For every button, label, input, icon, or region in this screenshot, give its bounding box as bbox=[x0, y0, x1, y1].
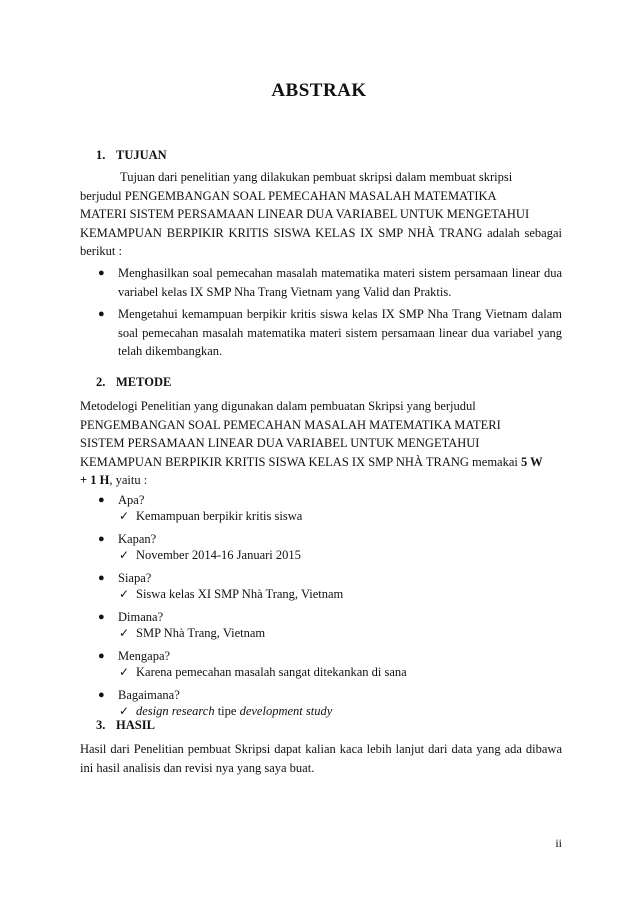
answer-line bbox=[96, 625, 407, 641]
metode-5w1h-list bbox=[96, 492, 407, 726]
answer-text: November 2014-16 Januari 2015 bbox=[136, 548, 301, 562]
answer-line bbox=[96, 664, 407, 680]
answer-italic-text: development study bbox=[239, 704, 333, 718]
answer-text: Karena pemecahan masalah sangat ditekankan di sana bbox=[136, 665, 407, 679]
paragraph-line: SISTEM PERSAMAAN LINEAR DUA VARIABEL UNTUK MENGETAHUI bbox=[80, 436, 480, 450]
bullet-dot-icon: ● bbox=[98, 611, 105, 623]
paragraph-line bbox=[80, 453, 562, 472]
bullet-dot-icon: ● bbox=[98, 494, 105, 506]
tujuan-paragraph bbox=[80, 168, 562, 261]
question-text: Kapan? bbox=[118, 532, 157, 546]
page-title: ABSTRAK bbox=[271, 80, 367, 101]
paragraph-line: Hasil dari Penelitian pembuat Skripsi dapat kalian kaca lebih lanjut dari data yang ada dibawa bbox=[80, 742, 562, 756]
page-number: ii bbox=[555, 836, 562, 850]
metode-paragraph bbox=[80, 397, 562, 490]
section-title: METODE bbox=[116, 375, 172, 389]
list-item bbox=[96, 492, 407, 524]
answer-line bbox=[96, 547, 407, 563]
paragraph-bold-text: + 1 H bbox=[80, 473, 110, 487]
list-item bbox=[96, 531, 407, 563]
answer-italic-text: design research bbox=[136, 704, 215, 718]
list-item bbox=[96, 648, 407, 680]
answer-line bbox=[96, 703, 407, 719]
question-text: Apa? bbox=[118, 493, 145, 507]
list-item-line: Mengetahui kemampuan berpikir kritis siswa kelas IX SMP Nha Trang Vietnam dalam bbox=[118, 307, 562, 321]
list-item bbox=[96, 687, 407, 719]
bullet-dot-icon: ● bbox=[98, 689, 105, 701]
list-item-line: soal pemecahan masalah matematika materi sistem persamaan linear dua variabel yang bbox=[118, 325, 562, 340]
section-heading-hasil bbox=[96, 718, 155, 733]
section-heading-tujuan bbox=[96, 148, 167, 163]
answer-text: Kemampuan berpikir kritis siswa bbox=[136, 509, 303, 523]
question-text: Siapa? bbox=[118, 571, 152, 585]
paragraph-line: berjudul PENGEMBANGAN SOAL PEMECAHAN MASALAH MATEMATIKA bbox=[80, 188, 497, 203]
question-line bbox=[96, 687, 407, 703]
paragraph-line bbox=[80, 471, 562, 490]
paragraph-line: KEMAMPUAN BERPIKIR KRITIS SISWA KELAS IX SMP NHÀ TRANG adalah sebagai bbox=[80, 225, 562, 240]
question-text: Mengapa? bbox=[118, 649, 171, 663]
answer-line bbox=[96, 586, 407, 602]
list-item bbox=[96, 570, 407, 602]
bullet-dot-icon: ● bbox=[98, 572, 105, 584]
paragraph-line: ini hasil analisis dan revisi nya yang saya buat. bbox=[80, 760, 315, 775]
checkmark-icon: ✓ bbox=[119, 548, 130, 562]
paragraph-line: Metodelogi Penelitian yang digunakan dalam pembuatan Skripsi yang berjudul bbox=[80, 399, 476, 413]
section-number: 3. bbox=[96, 718, 106, 732]
list-item-line: variabel kelas IX SMP Nha Trang Vietnam yang Valid dan Praktis. bbox=[118, 284, 452, 299]
bullet-dot-icon: ● bbox=[98, 308, 105, 320]
answer-text: Siswa kelas XI SMP Nhà Trang, Vietnam bbox=[136, 587, 344, 601]
bullet-dot-icon: ● bbox=[98, 533, 105, 545]
paragraph-line: berikut : bbox=[80, 244, 123, 258]
paragraph-text: , yaitu : bbox=[109, 473, 148, 487]
question-line bbox=[96, 570, 407, 586]
checkmark-icon: ✓ bbox=[119, 509, 130, 523]
paragraph-text: KEMAMPUAN BERPIKIR KRITIS SISWA KELAS IX SMP NHÀ TRANG memakai bbox=[80, 454, 521, 469]
bullet-dot-icon: ● bbox=[98, 267, 105, 279]
paragraph-line: PENGEMBANGAN SOAL PEMECAHAN MASALAH MATEMATIKA MATERI bbox=[80, 417, 501, 432]
question-text: Dimana? bbox=[118, 610, 164, 624]
question-line bbox=[96, 531, 407, 547]
list-item bbox=[96, 264, 562, 301]
paragraph-line: MATERI SISTEM PERSAMAAN LINEAR DUA VARIABEL UNTUK MENGETAHUI bbox=[80, 207, 530, 221]
answer-text: SMP Nhà Trang, Vietnam bbox=[136, 626, 266, 640]
tujuan-bullet-list bbox=[96, 264, 562, 361]
checkmark-icon: ✓ bbox=[119, 587, 130, 601]
section-number: 1. bbox=[96, 148, 106, 162]
list-item bbox=[96, 305, 562, 361]
paragraph-bold-text: 5 W bbox=[521, 454, 543, 469]
section-title: TUJUAN bbox=[116, 148, 167, 162]
question-line bbox=[96, 648, 407, 664]
list-item-line: Menghasilkan soal pemecahan masalah matematika materi sistem persamaan linear dua bbox=[118, 266, 562, 280]
section-number: 2. bbox=[96, 375, 106, 389]
list-item-line: telah dikembangkan. bbox=[118, 344, 223, 358]
section-title: HASIL bbox=[116, 718, 155, 732]
section-heading-metode bbox=[96, 375, 171, 390]
answer-line bbox=[96, 508, 407, 524]
answer-text: tipe bbox=[214, 704, 240, 718]
question-text: Bagaimana? bbox=[118, 688, 180, 702]
hasil-paragraph bbox=[80, 740, 562, 777]
bullet-dot-icon: ● bbox=[98, 650, 105, 662]
checkmark-icon: ✓ bbox=[119, 665, 130, 679]
checkmark-icon: ✓ bbox=[119, 704, 130, 718]
list-item bbox=[96, 609, 407, 641]
checkmark-icon: ✓ bbox=[119, 626, 130, 640]
question-line bbox=[96, 609, 407, 625]
paragraph-line: Tujuan dari penelitian yang dilakukan pembuat skripsi dalam membuat skripsi bbox=[120, 170, 513, 184]
question-line bbox=[96, 492, 407, 508]
